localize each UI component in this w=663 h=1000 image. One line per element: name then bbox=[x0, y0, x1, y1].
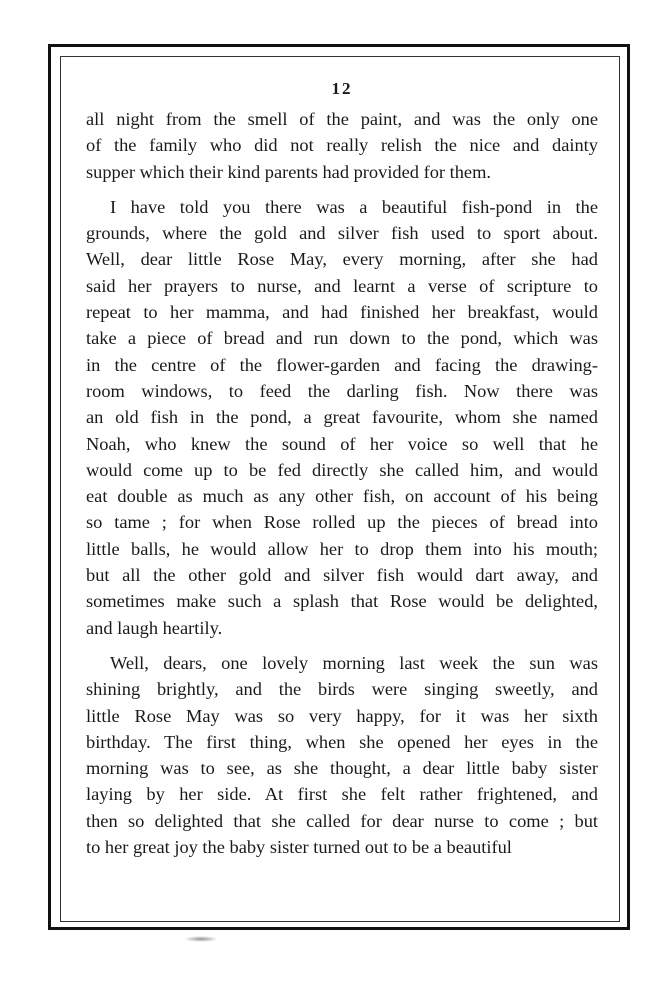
text-line: morning was to see, as she thought, a dear little baby sister bbox=[86, 758, 598, 779]
text-line: said her prayers to nurse, and learnt a verse of scripture to bbox=[86, 275, 598, 296]
page-content bbox=[86, 72, 598, 860]
text-line: eat double as much as any other fish, on account of his being bbox=[86, 486, 598, 507]
text-line: take a piece of bread and run down to the pond, which was bbox=[86, 328, 598, 349]
text-line: of the family who did not really relish the nice and dainty bbox=[86, 135, 598, 156]
text-line: then so delighted that she called for dear nurse to come ; but bbox=[86, 810, 598, 831]
text-line: I have told you there was a beautiful fish-pond in the bbox=[110, 196, 598, 217]
text-line: laying by her side. At first she felt rather frightened, and bbox=[86, 784, 598, 805]
page-number: 12 bbox=[331, 79, 353, 98]
text-line: an old fish in the pond, a great favourite, whom she named bbox=[86, 407, 598, 428]
paragraph bbox=[86, 106, 598, 185]
text-line: to her great joy the baby sister turned out to be a beautiful bbox=[86, 837, 512, 858]
text-line: grounds, where the gold and silver fish used to sport about. bbox=[86, 223, 598, 244]
text-line: shining brightly, and the birds were singing sweetly, and bbox=[86, 679, 598, 700]
text-line: supper which their kind parents had provided for them. bbox=[86, 161, 491, 182]
text-line: Noah, who knew the sound of her voice so well that he bbox=[86, 433, 598, 454]
text-line: all night from the smell of the paint, and was the only one bbox=[86, 109, 598, 129]
text-line: would come up to be fed directly she called him, and would bbox=[86, 459, 598, 480]
text-line: sometimes make such a splash that Rose would be delighted, bbox=[86, 591, 598, 612]
text-line: little balls, he would allow her to drop them into his mouth; bbox=[86, 538, 598, 559]
text-line: but all the other gold and silver fish would dart away, and bbox=[86, 565, 598, 586]
text-line: room windows, to feed the darling fish. Now there was bbox=[86, 380, 598, 401]
text-line: birthday. The first thing, when she opened her eyes in the bbox=[86, 731, 598, 752]
paragraph bbox=[86, 650, 598, 860]
ink-smudge bbox=[184, 936, 218, 942]
text-line: in the centre of the flower-garden and facing the drawing- bbox=[86, 354, 598, 375]
text-line: and laugh heartily. bbox=[86, 617, 223, 638]
text-line: repeat to her mamma, and had finished her breakfast, would bbox=[86, 302, 598, 323]
text-line: so tame ; for when Rose rolled up the pieces of bread into bbox=[86, 512, 598, 533]
text-line: little Rose May was so very happy, for it was her sixth bbox=[86, 705, 598, 726]
paragraph bbox=[86, 194, 598, 641]
text-line: Well, dears, one lovely morning last week the sun was bbox=[110, 652, 598, 673]
text-body bbox=[86, 106, 598, 860]
text-line: Well, dear little Rose May, every morning, after she had bbox=[86, 249, 598, 270]
